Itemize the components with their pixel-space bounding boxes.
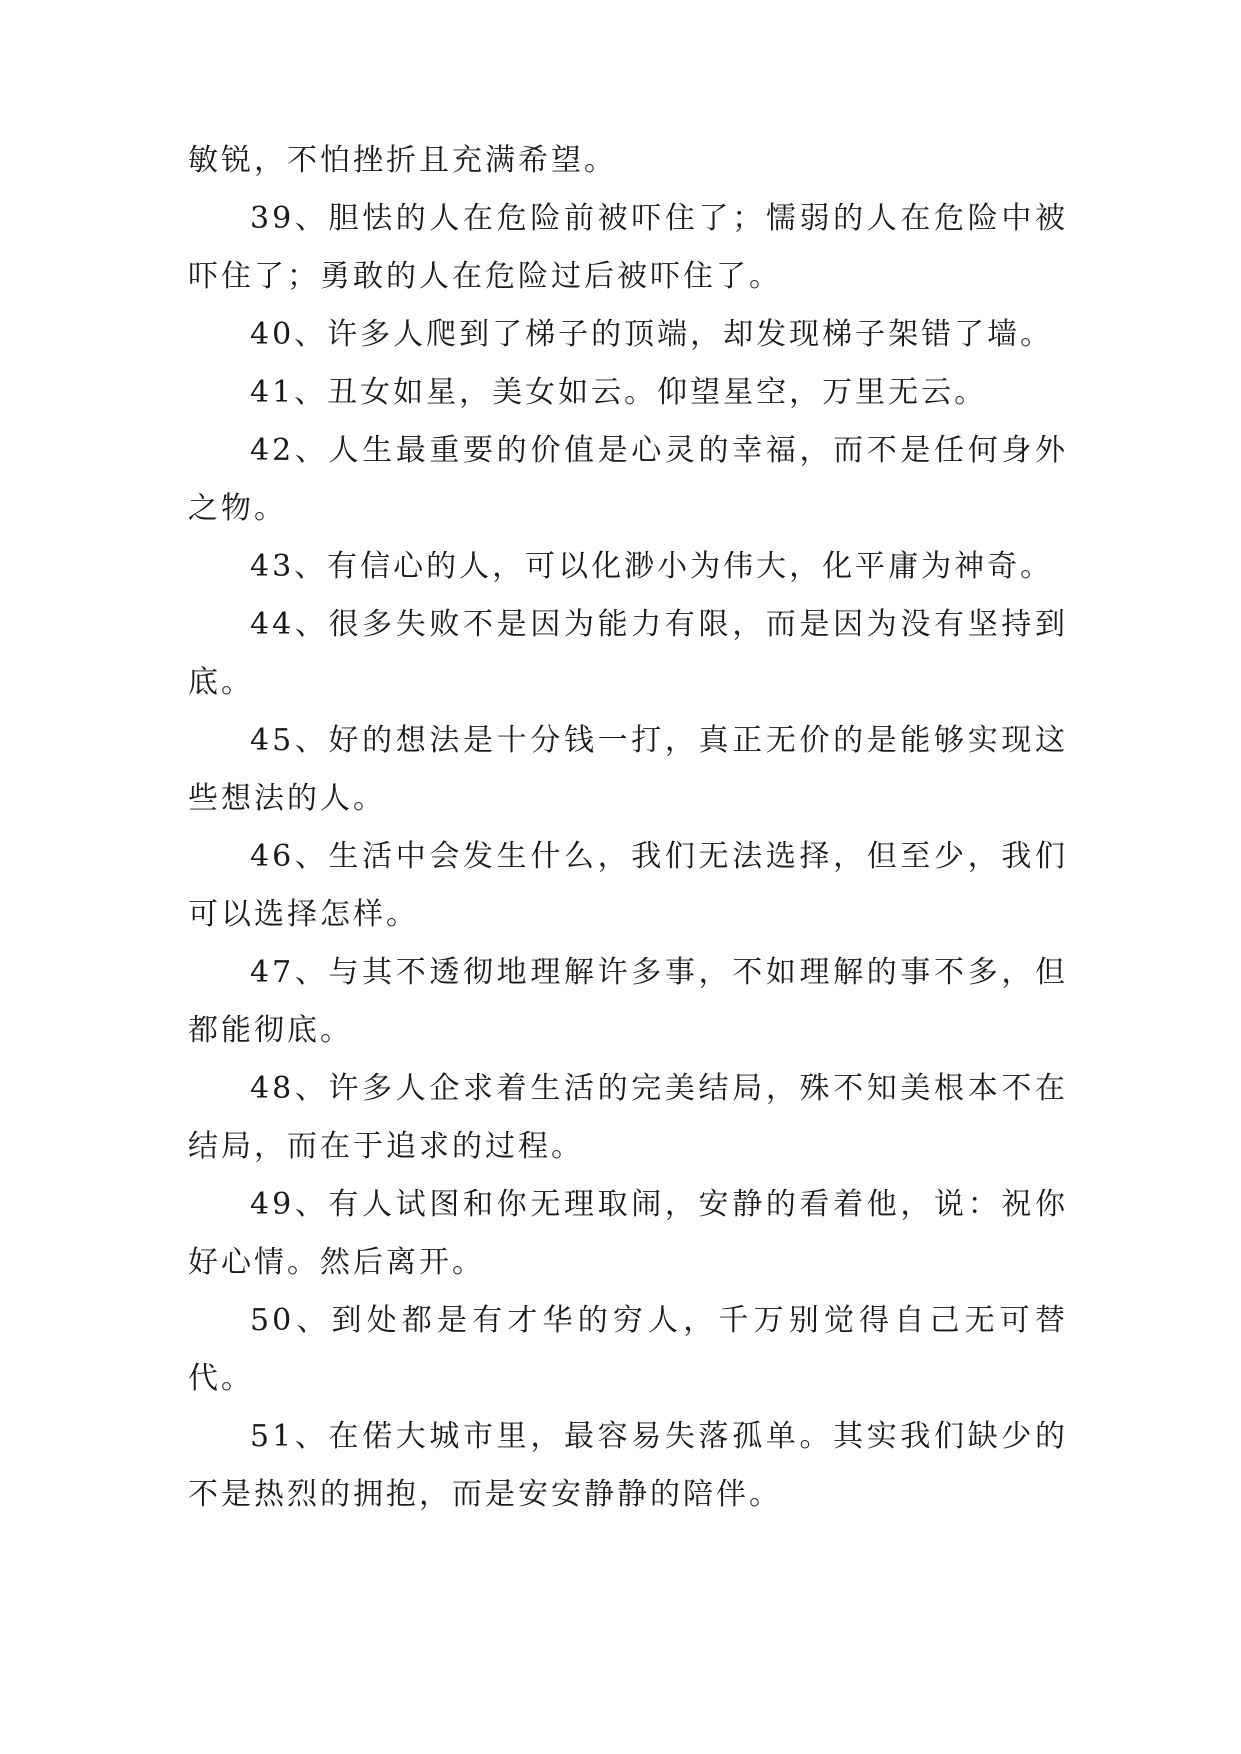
document-body — [188, 132, 1068, 1524]
quote-42: 42、人生最重要的价值是心灵的幸福，而不是任何身外之物。 — [188, 433, 1068, 526]
quote-39: 39、胆怯的人在危险前被吓住了；懦弱的人在危险中被吓住了；勇敢的人在危险过后被吓住了。 — [188, 201, 1068, 294]
paragraph-continuation: 敏锐，不怕挫折且充满希望。 — [188, 143, 617, 178]
quote-47: 47、与其不透彻地理解许多事，不如理解的事不多，但都能彻底。 — [188, 955, 1068, 1048]
quote-40: 40、许多人爬到了梯子的顶端，却发现梯子架错了墙。 — [250, 317, 1054, 352]
quote-51: 51、在偌大城市里，最容易失落孤单。其实我们缺少的不是热烈的拥抱，而是安安静静的陪伴。 — [188, 1419, 1068, 1512]
quote-44: 44、很多失败不是因为能力有限，而是因为没有坚持到底。 — [188, 607, 1068, 700]
quote-48: 48、许多人企求着生活的完美结局，殊不知美根本不在结局，而在于追求的过程。 — [188, 1071, 1068, 1164]
quote-46: 46、生活中会发生什么，我们无法选择，但至少，我们可以选择怎样。 — [188, 839, 1068, 932]
quote-50: 50、到处都是有才华的穷人，千万别觉得自己无可替代。 — [188, 1303, 1068, 1396]
quote-41: 41、丑女如星，美女如云。仰望星空，万里无云。 — [250, 375, 988, 410]
quote-43: 43、有信心的人，可以化渺小为伟大，化平庸为神奇。 — [250, 549, 1054, 584]
quote-45: 45、好的想法是十分钱一打，真正无价的是能够实现这些想法的人。 — [188, 723, 1068, 816]
quote-49: 49、有人试图和你无理取闹，安静的看着他，说：祝你好心情。然后离开。 — [188, 1187, 1068, 1280]
